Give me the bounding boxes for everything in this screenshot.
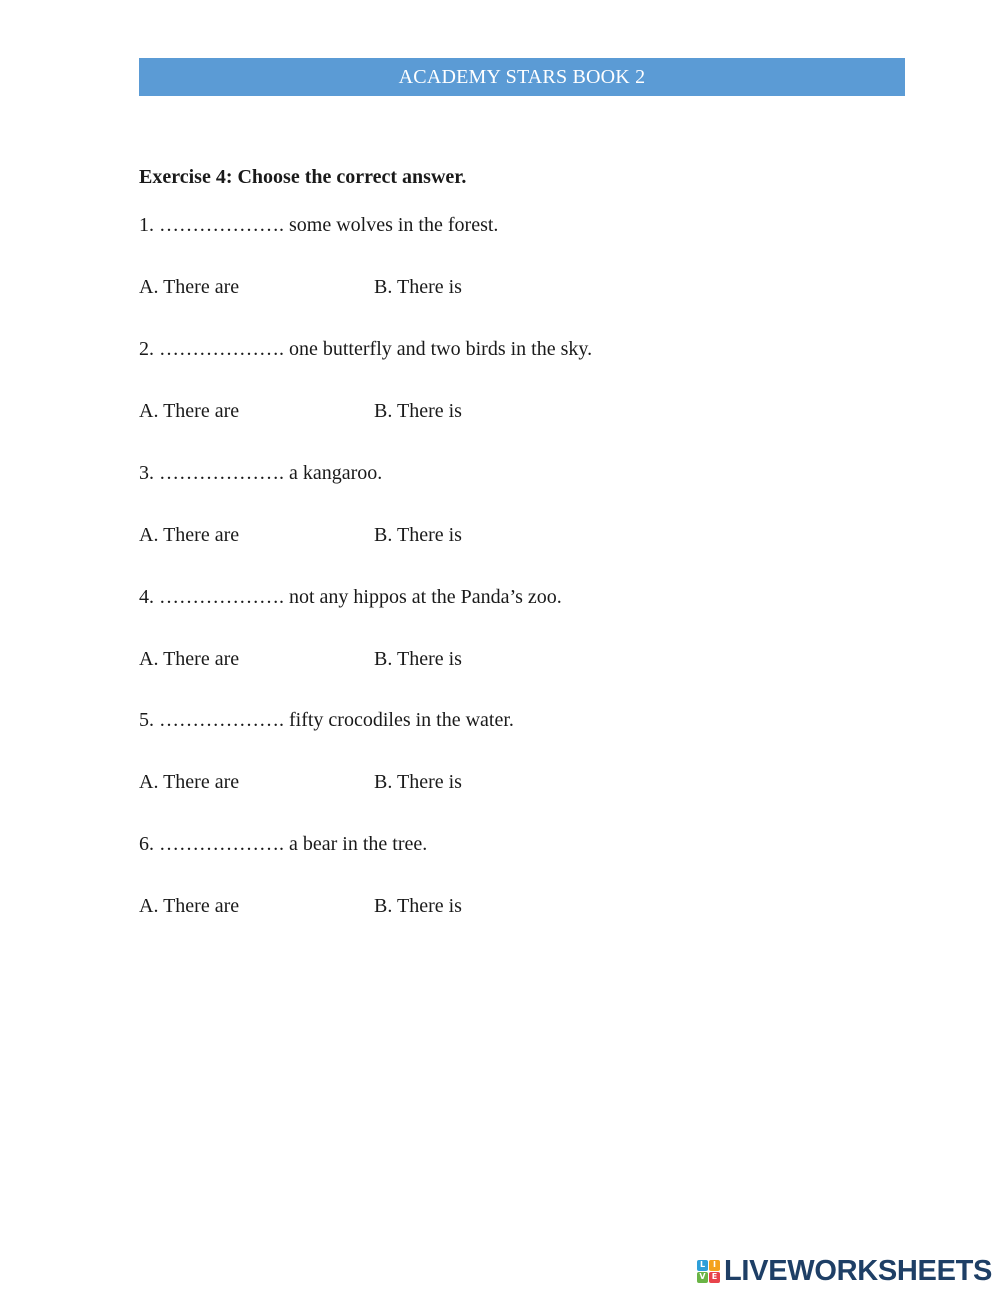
- logo-cell-l: L: [697, 1260, 708, 1271]
- header-banner: [139, 58, 905, 96]
- question-6-option-b[interactable]: B. There is: [374, 895, 462, 917]
- liveworksheets-logo: [697, 1254, 992, 1288]
- logo-cell-i: I: [709, 1260, 720, 1271]
- question-2-option-b[interactable]: B. There is: [374, 400, 462, 422]
- question-3: 3. ………………. a kangaroo.: [139, 462, 383, 484]
- question-5: 5. ………………. fifty crocodiles in the water.: [139, 709, 514, 731]
- question-2-option-a[interactable]: A. There are: [139, 400, 240, 422]
- question-1: 1. ………………. some wolves in the forest.: [139, 214, 499, 236]
- question-6: 6. ………………. a bear in the tree.: [139, 833, 428, 855]
- header-title: ACADEMY STARS BOOK 2: [398, 65, 646, 88]
- question-6-option-a[interactable]: A. There are: [139, 895, 240, 917]
- logo-mark-icon: [697, 1260, 720, 1283]
- logo-text: LIVEWORKSHEETS: [724, 1254, 993, 1287]
- question-3-option-b[interactable]: B. There is: [374, 524, 462, 546]
- logo-cell-e: E: [709, 1272, 720, 1283]
- question-4: 4. ………………. not any hippos at the Panda’s zoo.: [139, 586, 562, 608]
- logo-cell-v: V: [697, 1272, 708, 1283]
- question-5-option-a[interactable]: A. There are: [139, 771, 240, 793]
- question-1-option-a[interactable]: A. There are: [139, 276, 240, 298]
- question-3-option-a[interactable]: A. There are: [139, 524, 240, 546]
- question-4-option-a[interactable]: A. There are: [139, 648, 240, 670]
- question-1-option-b[interactable]: B. There is: [374, 276, 462, 298]
- exercise-title: Exercise 4: Choose the correct answer.: [139, 166, 467, 188]
- question-5-option-b[interactable]: B. There is: [374, 771, 462, 793]
- question-2: 2. ………………. one butterfly and two birds in the sky.: [139, 338, 593, 360]
- question-4-option-b[interactable]: B. There is: [374, 648, 462, 670]
